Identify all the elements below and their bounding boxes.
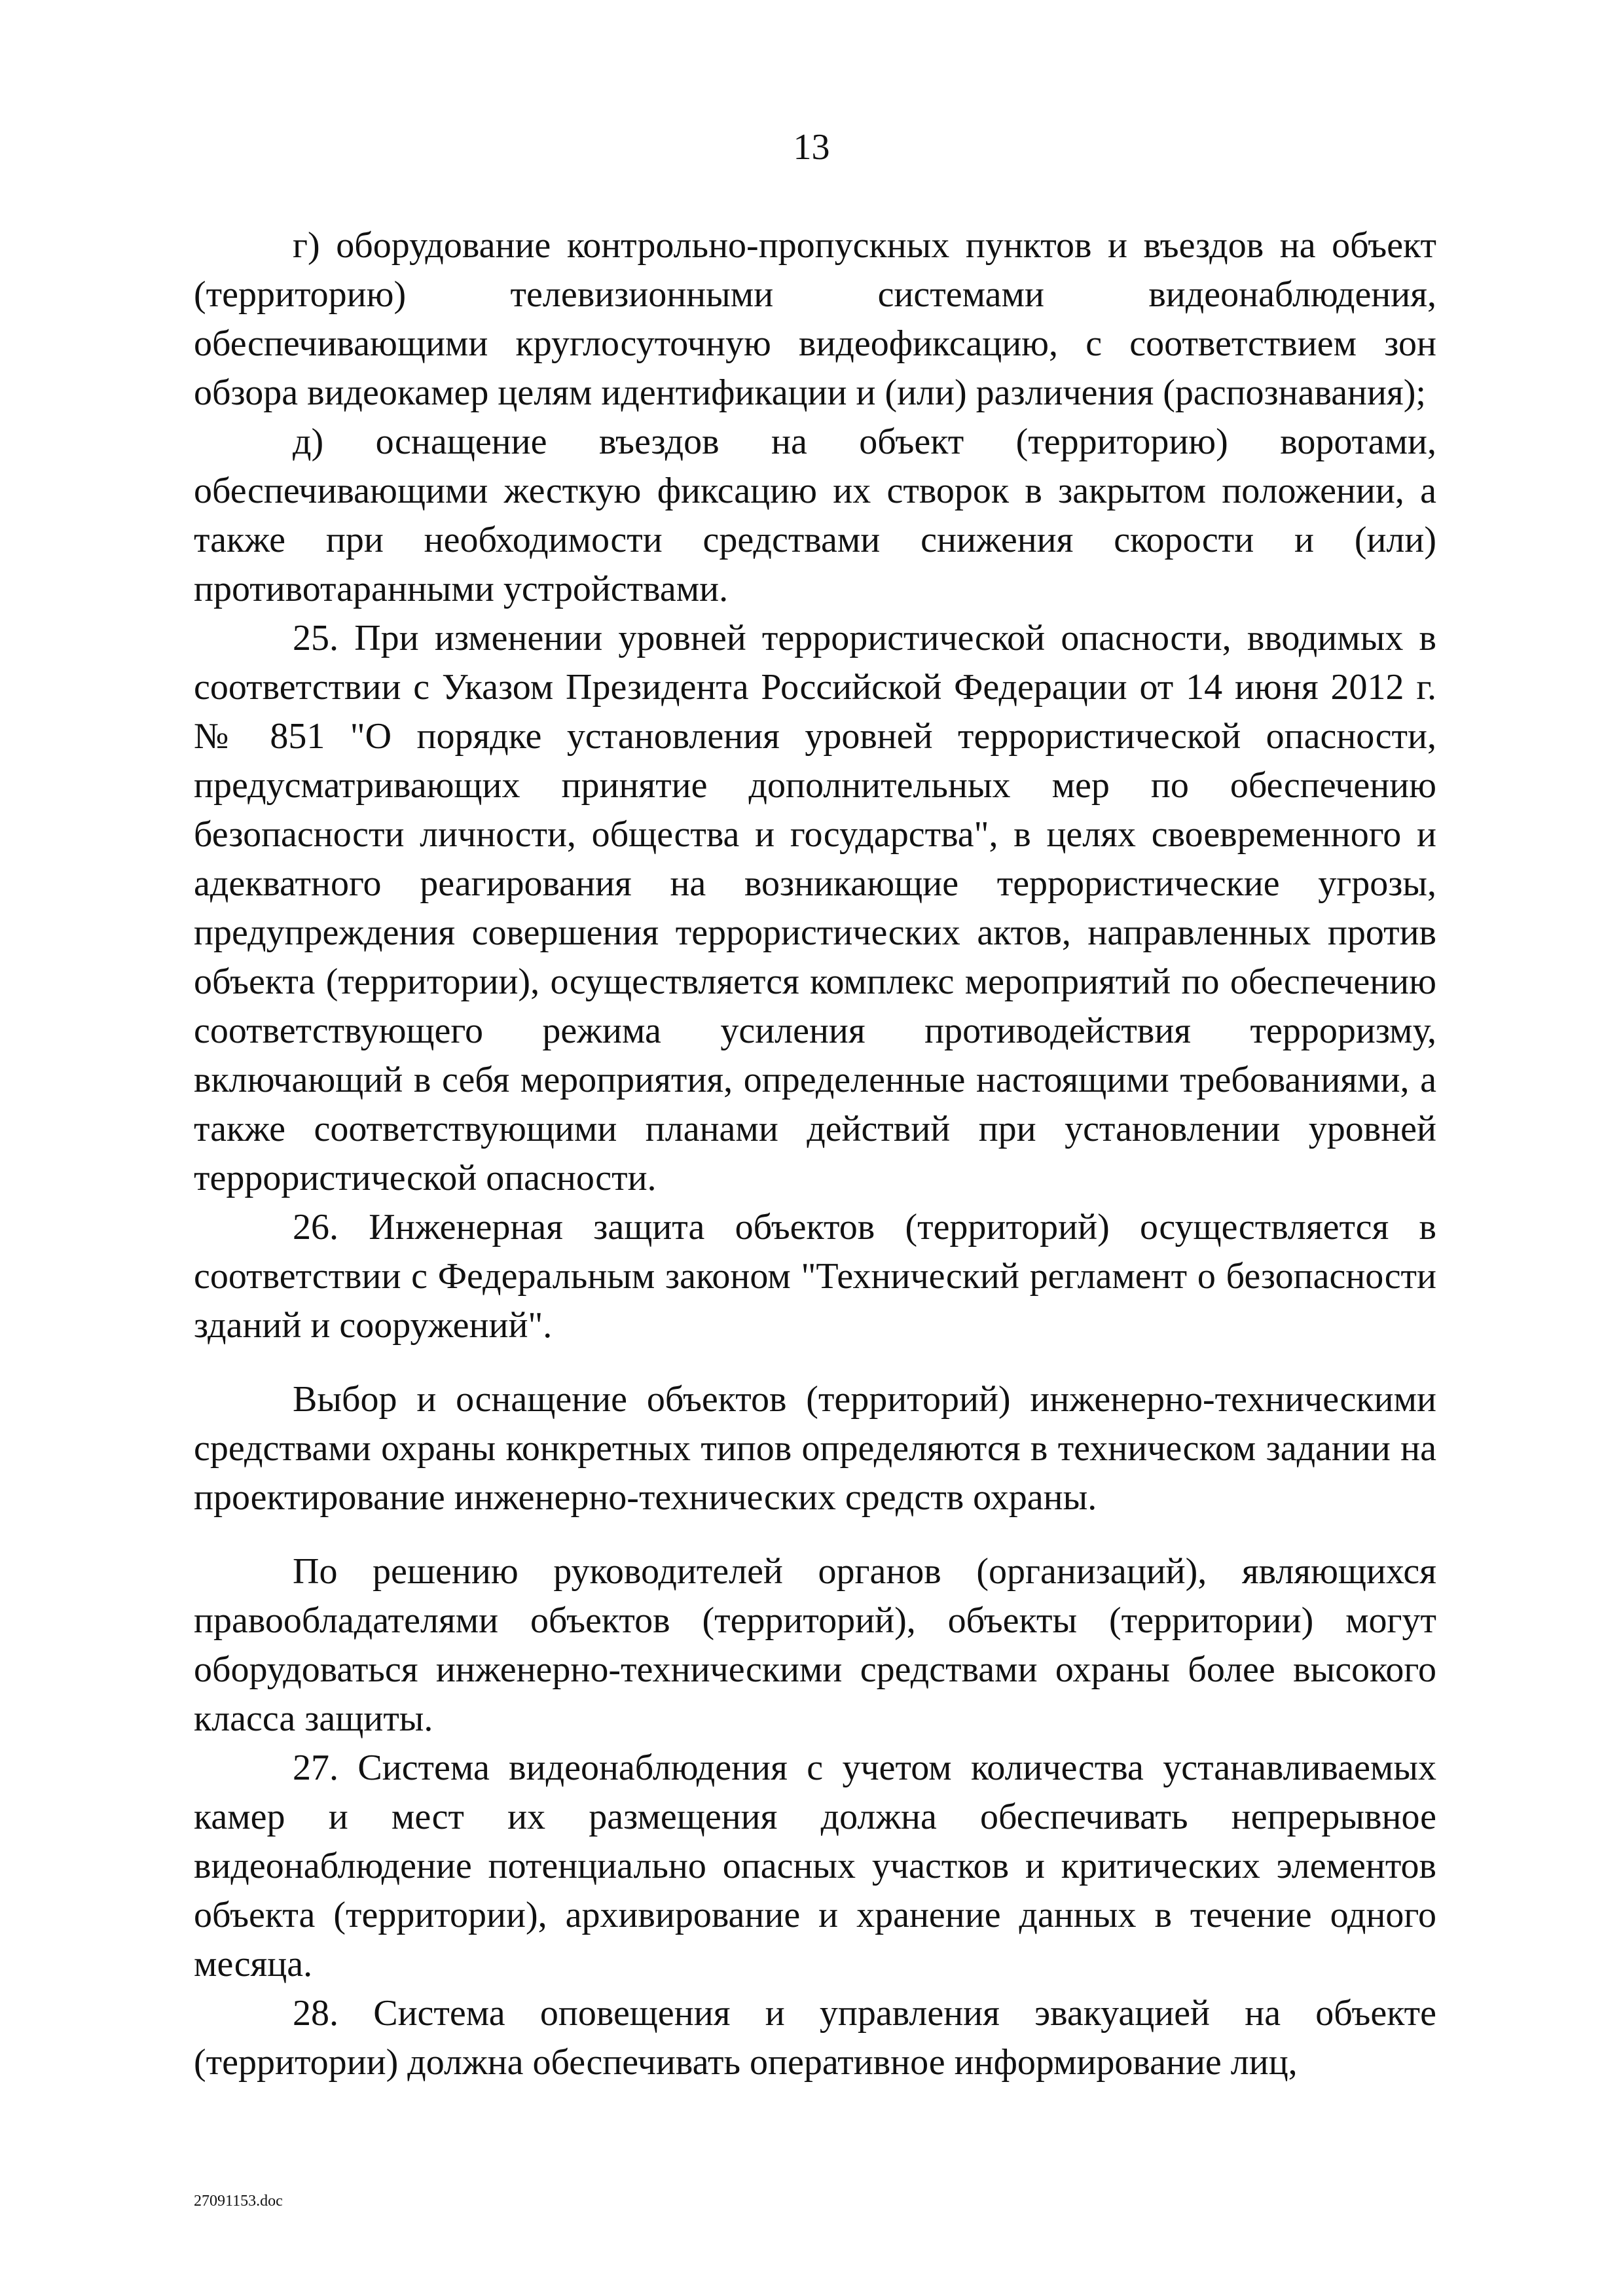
paragraph-27: 27. Система видеонаблюдения с учетом количества устанавливаемых камер и мест их размещения должна обеспечивать непрерывное видеонаблюдение потенциально опасных участков и критических элементов объекта (территории), архивирование и хранение данных в течение одного месяца. [194,1748,1436,1984]
paragraph-g: г) оборудование контрольно-пропускных пунктов и въездов на объект (территорию) телевизионными системами видеонаблюдения, обеспечивающими круглосуточную видеофиксацию, с соответствием зон обзора видеокамер целям идентификации и (или) различения (распознавания); [194,225,1436,413]
paragraph-26-choice: Выбор и оснащение объектов (территорий) инженерно-техническими средствами охраны конкретных типов определяются в техническом задании на проектирование инженерно-технических средств охраны. [194,1379,1436,1518]
paragraph-26-decision: По решению руководителей органов (организаций), являющихся правообладателями объектов (территорий), объекты (территории) могут оборудоваться инженерно-техническими средствами охраны более высокого класса защиты. [194,1551,1436,1739]
paragraph-25: 25. При изменении уровней террористической опасности, вводимых в соответствии с Указом Президента Российской Федерации от 14 июня 2012 г. № 851 "О порядке установления уровней террористической опасности, предусматривающих принятие дополнительных мер по обеспечению безопасности личности, общества и государства", в целях своевременного и адекватного реагирования на возникающие террористические угрозы, предупреждения совершения террористических актов, направленных против объекта (территории), осуществляется комплекс мероприятий по обеспечению соответствующего режима усиления противодействия терроризму, включающий в себя мероприятия, определенные настоящими требованиями, а также соответствующими планами действий при установлении уровней террористической опасности. [194,618,1436,1198]
paragraph-d: д) оснащение въездов на объект (территорию) воротами, обеспечивающими жесткую фиксацию их створок в закрытом положении, а также при необходимости средствами снижения скорости и (или) противотаранными устройствами. [194,422,1436,609]
paragraph-28: 28. Система оповещения и управления эвакуацией на объекте (территории) должна обеспечивать оперативное информирование лиц, [194,1993,1436,2083]
paragraph-26: 26. Инженерная защита объектов (территорий) осуществляется в соответствии с Федеральным законом "Технический регламент о безопасности зданий и сооружений". [194,1207,1436,1346]
page-number: 13 [793,127,830,168]
document-body [194,221,1436,2087]
file-name-footer: 27091153.doc [194,2193,283,2210]
